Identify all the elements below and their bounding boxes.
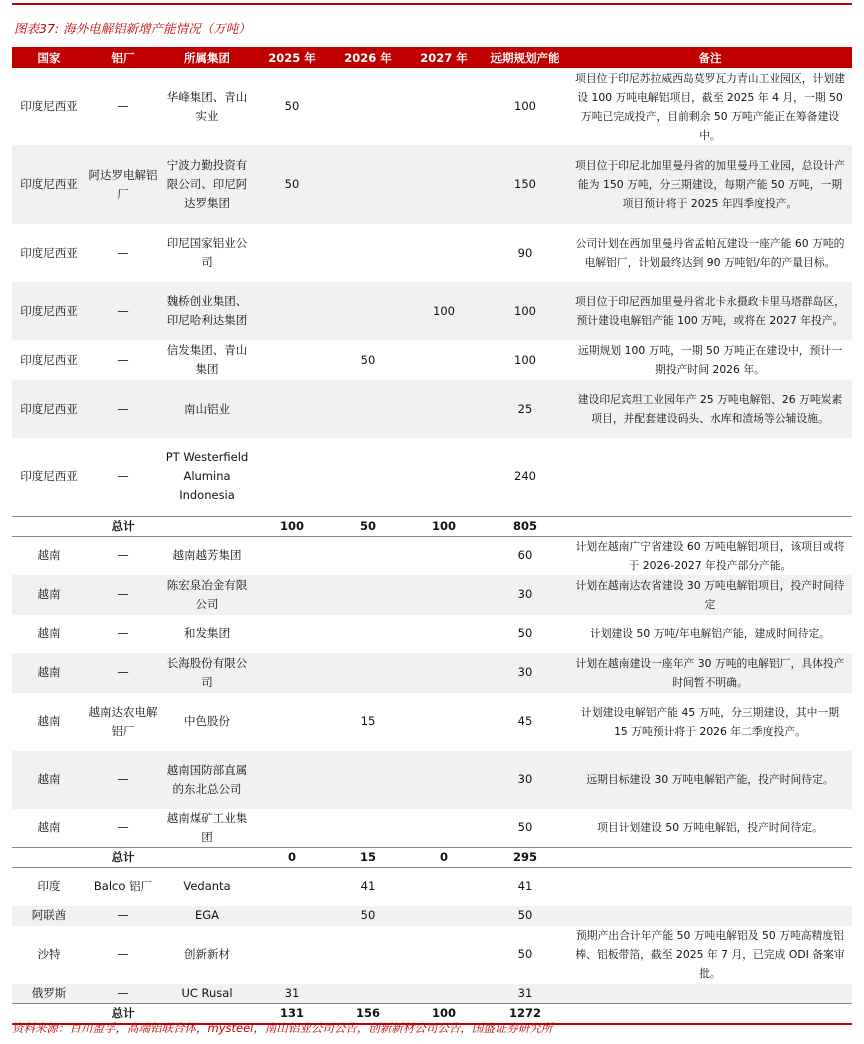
total-2026: 50 (330, 516, 406, 536)
cell-2027 (406, 615, 482, 653)
cell-country: 印度尼西亚 (20, 469, 78, 484)
cell-2027 (406, 68, 482, 145)
cell-group: Vedanta (183, 879, 231, 894)
cell-2027 (406, 224, 482, 282)
cell-plant: — (86, 282, 160, 340)
cell-2026 (330, 751, 406, 809)
cell-2027 (406, 751, 482, 809)
cell-2026 (330, 380, 406, 438)
cell-group: 魏桥创业集团、印尼哈利达集团 (160, 282, 254, 340)
cell-longterm: 25 (482, 380, 568, 438)
cell-group: 陈宏泉冶金有限公司 (160, 575, 254, 615)
cell-longterm: 30 (482, 751, 568, 809)
cell-group: 创新新材 (184, 947, 230, 961)
table-row (12, 575, 852, 615)
cell-country: 越南 (12, 751, 86, 809)
cell-plant: 越南达农电解铝厂 (88, 704, 158, 738)
table-row (12, 68, 852, 145)
cell-country: 沙特 (37, 947, 61, 961)
cell-plant: Balco 铝厂 (93, 879, 153, 894)
header-longterm: 远期规划产能 (482, 47, 568, 68)
table-row (12, 926, 852, 984)
cell-note: 计划建设电解铝产能 45 万吨，分三期建设，其中一期 15 万吨预计将于 2026 年二季度投产。 (580, 705, 840, 738)
cell-country: 印度 (37, 879, 61, 894)
total-label: 总计 (86, 1004, 160, 1025)
cell-empty (568, 1004, 852, 1025)
cell-empty (12, 848, 86, 868)
cell-2027 (406, 868, 482, 906)
cell-2026 (330, 984, 406, 1004)
cell-group: EGA (160, 906, 254, 926)
header-2027: 2027 年 (406, 47, 482, 68)
header-country: 国家 (12, 47, 86, 68)
cell-empty (568, 516, 852, 536)
cell-country: 越南 (37, 548, 61, 562)
cell-country: 越南 (37, 626, 61, 640)
cell-country: 越南 (12, 575, 86, 615)
cell-2026 (330, 809, 406, 848)
total-2025: 131 (254, 1004, 330, 1025)
cell-2027 (406, 984, 482, 1004)
cell-country: 俄罗斯 (12, 984, 86, 1004)
cell-2026 (330, 615, 406, 653)
cell-country: 越南 (12, 653, 86, 693)
cell-longterm: 60 (517, 548, 533, 562)
total-2025: 0 (254, 848, 330, 868)
table-row (12, 751, 852, 809)
cell-group: 信发集团、青山集团 (166, 343, 248, 376)
cell-note: 计划在越南达农省建设 30 万吨电解铝项目，投产时间待定 (568, 575, 852, 615)
cell-2027 (406, 653, 482, 693)
cell-group: UC Rusal (160, 984, 254, 1004)
cell-longterm: 240 (514, 469, 536, 484)
cell-longterm: 50 (482, 906, 568, 926)
cell-plant: — (117, 352, 129, 367)
cell-longterm: 50 (517, 626, 533, 640)
cell-plant: — (86, 653, 160, 693)
total-label: 总计 (86, 516, 160, 536)
table-row (12, 906, 852, 926)
cell-2027 (406, 926, 482, 984)
cell-group: 华峰集团、青山实业 (166, 89, 248, 123)
cell-note (568, 868, 852, 906)
cell-longterm: 50 (517, 820, 533, 835)
total-longterm: 295 (482, 848, 568, 868)
cell-plant: — (117, 548, 129, 562)
cell-2027 (406, 575, 482, 615)
cell-note: 项目位于印尼苏拉威西岛莫罗瓦力青山工业园区，计划建设 100 万吨电解铝项目，截至 2025 年 4 月，一期 50 万吨已完成投产，目前剩余 50 万吨产能正在筹备建设中。 (575, 71, 845, 142)
cell-2026: 41 (360, 879, 376, 894)
header-group: 所属集团 (160, 47, 254, 68)
cell-note: 建设印尼宾坦工业园年产 25 万吨电解铝、26 万吨炭素项目，并配套建设码头、水库和渣场等公辅设施。 (568, 380, 852, 438)
cell-plant: — (117, 626, 129, 640)
cell-plant: — (117, 469, 129, 484)
cell-longterm: 100 (514, 99, 536, 113)
cell-2025 (254, 693, 330, 751)
cell-group: 南山铝业 (160, 380, 254, 438)
cell-2025 (254, 340, 330, 380)
cell-2025 (254, 906, 330, 926)
cell-2026 (330, 282, 406, 340)
table-row (12, 693, 852, 751)
cell-2026: 50 (330, 906, 406, 926)
cell-longterm: 90 (517, 245, 533, 260)
cell-longterm: 150 (482, 145, 568, 224)
cell-2026: 50 (360, 352, 376, 367)
cell-2025: 50 (284, 99, 300, 113)
cell-note: 公司计划在西加里曼丹省孟帕瓦建设一座产能 60 万吨的电解铝厂，计划最终达到 90 万吨铝/年的产量目标。 (575, 237, 845, 269)
table-row (12, 145, 852, 224)
cell-note: 计划在越南广宁省建设 60 万吨电解铝项目，该项目或将于 2026-2027 年投产部分产能。 (575, 539, 845, 572)
cell-plant: — (117, 947, 129, 961)
cell-country: 印度尼西亚 (20, 99, 78, 113)
cell-2026 (330, 438, 406, 516)
cell-plant: — (117, 245, 129, 260)
total-2025: 100 (254, 516, 330, 536)
cell-plant: — (117, 820, 129, 835)
table-row (12, 282, 852, 340)
cell-note: 项目位于印尼北加里曼丹省的加里曼丹工业园，总设计产能为 150 万吨，分三期建设，每期产能 50 万吨，一期项目预计将于 2025 年四季度投产。 (568, 145, 852, 224)
cell-2026 (330, 536, 406, 575)
cell-plant: — (86, 380, 160, 438)
header-row (12, 47, 852, 68)
table-row (12, 653, 852, 693)
table-row (12, 536, 852, 575)
cell-group: 越南国防部直属的东北总公司 (160, 751, 254, 809)
cell-longterm: 41 (517, 879, 533, 894)
cell-empty (160, 516, 254, 536)
header-plant: 铝厂 (86, 47, 160, 68)
cell-2025 (254, 282, 330, 340)
cell-country: 印度尼西亚 (12, 145, 86, 224)
cell-2025 (254, 751, 330, 809)
total-row (12, 516, 852, 536)
cell-2027 (406, 380, 482, 438)
total-row (12, 848, 852, 868)
cell-empty (160, 848, 254, 868)
cell-longterm: 31 (482, 984, 568, 1004)
cell-note: 计划建设 50 万吨/年电解铝产能，建成时间待定。 (589, 627, 831, 640)
cell-2027 (406, 340, 482, 380)
cell-2025: 31 (254, 984, 330, 1004)
capacity-table (12, 47, 852, 1025)
cell-2025 (254, 438, 330, 516)
cell-2027 (406, 536, 482, 575)
cell-longterm: 100 (482, 282, 568, 340)
cell-country: 阿联酋 (12, 906, 86, 926)
cell-note: 项目位于印尼西加里曼丹省北卡永摄政卡里马塔群岛区，预计建设电解铝产能 100 万吨，或将在 2027 年投产。 (568, 282, 852, 340)
cell-note (568, 984, 852, 1004)
total-2027: 100 (406, 1004, 482, 1025)
total-2027: 100 (406, 516, 482, 536)
cell-country: 印度尼西亚 (20, 245, 78, 260)
table-row (12, 224, 852, 282)
cell-country: 印度尼西亚 (20, 352, 78, 367)
cell-2026 (330, 575, 406, 615)
cell-2025 (254, 380, 330, 438)
cell-2027: 100 (406, 282, 482, 340)
cell-2027 (406, 809, 482, 848)
table-row (12, 984, 852, 1004)
cell-group: 越南煤矿工业集团 (166, 810, 248, 844)
cell-2026 (330, 926, 406, 984)
cell-2025 (254, 926, 330, 984)
cell-2025 (254, 653, 330, 693)
cell-note (568, 906, 852, 926)
cell-2025 (254, 615, 330, 653)
cell-longterm: 50 (517, 947, 533, 961)
cell-note: 远期目标建设 30 万吨电解铝产能，投产时间待定。 (568, 751, 852, 809)
cell-longterm: 45 (517, 714, 533, 728)
cell-plant: — (86, 906, 160, 926)
cell-2025 (254, 575, 330, 615)
cell-note: 计划在越南建设一座年产 30 万吨的电解铝厂，具体投产时间暂不明确。 (568, 653, 852, 693)
cell-group: PT Westerfield Alumina Indonesia (165, 450, 249, 503)
cell-plant: 阿达罗电解铝厂 (86, 145, 160, 224)
table-row (12, 340, 852, 380)
cell-country: 印度尼西亚 (12, 282, 86, 340)
header-note: 备注 (568, 47, 852, 68)
total-2026: 156 (330, 1004, 406, 1025)
total-2026: 15 (330, 848, 406, 868)
cell-2025: 50 (254, 145, 330, 224)
table-row (12, 615, 852, 653)
cell-group: 长海股份有限公司 (160, 653, 254, 693)
cell-note: 项目计划建设 50 万吨电解铝，投产时间待定。 (597, 821, 823, 835)
cell-country: 越南 (37, 714, 61, 728)
cell-empty (12, 516, 86, 536)
cell-plant: — (86, 575, 160, 615)
total-label: 总计 (86, 848, 160, 868)
figure-caption: 图表37: 海外电解铝新增产能情况（万吨） (14, 21, 251, 36)
total-longterm: 1272 (482, 1004, 568, 1025)
top-rule (12, 3, 852, 5)
header-2026: 2026 年 (330, 47, 406, 68)
header-2025: 2025 年 (254, 47, 330, 68)
cell-2027 (406, 693, 482, 751)
cell-group: 印尼国家铝业公司 (166, 236, 248, 269)
cell-2025 (254, 868, 330, 906)
cell-2026 (330, 653, 406, 693)
cell-2026: 15 (360, 714, 376, 728)
table-row (12, 868, 852, 906)
cell-2025 (254, 536, 330, 575)
cell-2026 (330, 68, 406, 145)
cell-plant: — (117, 99, 129, 113)
cell-2026 (330, 224, 406, 282)
cell-note: 远期规划 100 万吨，一期 50 万吨正在建设中，预计一期投产时间 2026 年。 (577, 344, 842, 376)
cell-longterm: 30 (482, 575, 568, 615)
cell-2026 (330, 145, 406, 224)
cell-plant: — (86, 751, 160, 809)
cell-note (568, 438, 852, 516)
total-longterm: 805 (482, 516, 568, 536)
cell-group: 和发集团 (184, 626, 230, 640)
cell-group: 越南越芳集团 (172, 548, 242, 562)
source-note: 资料来源：百川盈孚，高端铝联合体，mysteel，南山铝业公司公告，创新新材公司公告，国盛证券研究所 (12, 1021, 553, 1035)
cell-group: 宁波力勤投资有限公司、印尼阿达罗集团 (160, 145, 254, 224)
cell-country: 印度尼西亚 (12, 380, 86, 438)
cell-empty (568, 848, 852, 868)
cell-2027 (406, 438, 482, 516)
cell-longterm: 100 (514, 352, 536, 367)
cell-2027 (406, 906, 482, 926)
table-row (12, 438, 852, 516)
cell-group: 中色股份 (184, 714, 230, 728)
cell-plant: — (86, 984, 160, 1004)
table-row (12, 380, 852, 438)
total-2027: 0 (406, 848, 482, 868)
cell-longterm: 30 (482, 653, 568, 693)
cell-country: 越南 (37, 820, 61, 835)
cell-2027 (406, 145, 482, 224)
cell-note: 预期产出合计年产能 50 万吨电解铝及 50 万吨高精度铝棒、铝板带箔，截至 2025 年 7 月，已完成 ODI 备案审批。 (575, 929, 845, 980)
cell-2025 (254, 809, 330, 848)
cell-2025 (254, 224, 330, 282)
table-row (12, 809, 852, 848)
